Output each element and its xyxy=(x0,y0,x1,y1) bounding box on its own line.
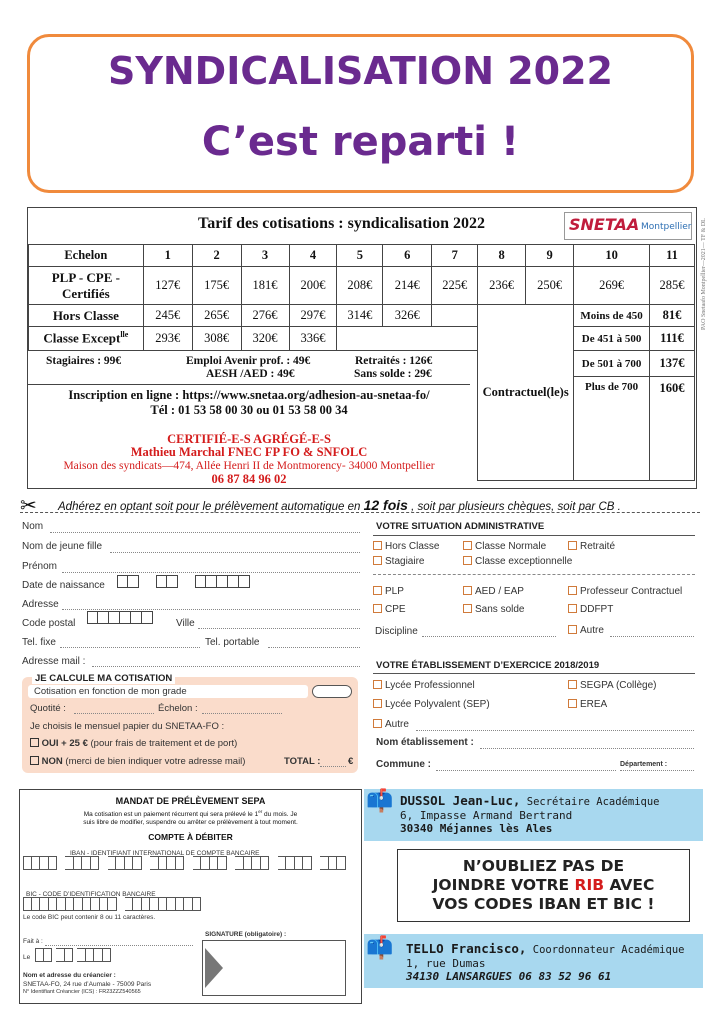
contract-range: De 451 à 500 xyxy=(574,327,650,351)
nom-jeune-fille-field[interactable] xyxy=(110,552,360,553)
ville-field[interactable] xyxy=(198,628,360,629)
checkbox-ddfpt[interactable] xyxy=(568,604,613,615)
creancier-label: Nom et adresse du créancier : xyxy=(23,972,116,979)
price-cell: 245€ xyxy=(143,305,192,327)
logo-sub: Montpellier xyxy=(641,222,692,232)
cert-line: CERTIFIÉ-E-S AGRÉGÉ-E-S xyxy=(167,432,331,446)
reminder-line3: VOS CODES IBAN ET BIC ! xyxy=(432,895,655,913)
checkbox-label: Hors Classe xyxy=(385,541,440,552)
non-note: (merci de bien indiquer votre adresse mail) xyxy=(62,756,246,767)
price-cell: 127€ xyxy=(143,267,192,305)
oui-checkbox[interactable] xyxy=(30,738,39,747)
checkbox-autre[interactable] xyxy=(568,625,604,636)
echelon-cell: 4 xyxy=(289,245,337,267)
price-cell: 265€ xyxy=(192,305,241,327)
contract-range: Moins de 450 xyxy=(574,305,650,327)
grade-input[interactable] xyxy=(312,685,352,698)
contact-name-line: Mathieu Marchal FNEC FP FO & SNFOLC xyxy=(130,445,368,459)
checkbox-label: Retraité xyxy=(580,541,616,552)
price-cell: 293€ xyxy=(143,327,192,351)
compte-title: COMPTE À DÉBITER xyxy=(148,832,233,842)
retraites-price: Retraités : 126€ xyxy=(355,355,433,367)
inscription-tel: Tél : 01 53 58 00 30 ou 01 53 58 00 34 xyxy=(150,403,348,417)
row-label-sup: lle xyxy=(120,330,129,340)
header-box xyxy=(27,34,694,193)
inscription-link[interactable]: Inscription en ligne : https://www.snetaa.org/adhesion-au-snetaa-fo/ xyxy=(28,384,470,403)
date-naissance-field[interactable] xyxy=(156,575,178,591)
logo-text: SNETAA xyxy=(569,215,640,234)
echelon-cell: 6 xyxy=(383,245,432,267)
sepa-intro-c: suis libre de modifier, suspendre ou arrêter ce prélèvement à tout moment. xyxy=(83,819,298,827)
price-cell: 181€ xyxy=(241,267,289,305)
contact-phone: 06 87 84 96 02 xyxy=(211,472,287,486)
row-label: Hors Classe xyxy=(29,305,144,327)
checkbox-label: Autre xyxy=(580,625,604,636)
prenom-field[interactable] xyxy=(62,572,360,573)
sepa-title: MANDAT DE PRÉLÈVEMENT SEPA xyxy=(115,796,266,806)
contact-name: TELLO Francisco, xyxy=(406,941,527,956)
checkbox-stagiaire[interactable] xyxy=(373,556,424,567)
sans-solde-price: Sans solde : 29€ xyxy=(354,368,432,380)
sepa-intro xyxy=(20,808,361,827)
oui-label: OUI + 25 € xyxy=(41,738,88,749)
reminder-line2c: AVEC xyxy=(604,876,655,894)
cut-line xyxy=(20,495,700,515)
contact-addr1: 1, rue Dumas xyxy=(406,957,486,970)
echelon-label: Échelon : xyxy=(158,703,198,714)
page-title: SYNDICALISATION 2022 xyxy=(107,49,613,93)
oui-note: (pour frais de traitement et de port) xyxy=(87,738,238,749)
total-label: TOTAL : xyxy=(284,756,321,767)
contact-addr1: 6, Impasse Armand Bertrand xyxy=(400,809,573,822)
checkbox-sans-solde[interactable] xyxy=(463,604,524,615)
non-checkbox[interactable] xyxy=(30,756,39,765)
tel-fixe-label: Tel. fixe xyxy=(22,637,56,648)
date-field[interactable] xyxy=(35,948,111,967)
departement-field[interactable] xyxy=(620,770,694,771)
checkbox-label: Sans solde xyxy=(475,604,525,615)
tel-fixe-field[interactable] xyxy=(60,647,200,648)
euro-sign: € xyxy=(348,756,354,767)
row-label: PLP - CPE - Certifiés xyxy=(29,267,144,305)
hors-classe-row xyxy=(29,305,695,327)
payment-text-a: Adhérez en optant soit pour le prélèvement automatique en xyxy=(58,501,364,513)
nom-etab-label: Nom établissement : xyxy=(376,737,474,748)
checkbox-label: DDFPT xyxy=(580,604,614,615)
checkbox-cpe[interactable] xyxy=(373,604,406,615)
price-cell: 175€ xyxy=(192,267,241,305)
ville-label: Ville xyxy=(176,618,195,629)
reminder-line2a: JOINDRE VOTRE xyxy=(432,876,575,894)
echelon-cell: 7 xyxy=(432,245,478,267)
other-tarifs xyxy=(28,350,470,382)
adresse-mail-field[interactable] xyxy=(92,666,360,667)
contact-dussol-text xyxy=(400,794,660,835)
echelon-cell: 5 xyxy=(337,245,383,267)
contact-addr2: 30340 Méjannes lès Ales xyxy=(400,822,553,835)
adresse-mail-label: Adresse mail : xyxy=(22,656,86,667)
price-cell: 314€ xyxy=(337,305,383,327)
echelon-field[interactable] xyxy=(202,713,282,714)
mailbox-icon: 📫 xyxy=(366,789,394,814)
calc-box xyxy=(22,673,358,773)
le-label: Le xyxy=(23,954,31,961)
checkbox-erea[interactable] xyxy=(568,699,607,710)
tarif-table-box xyxy=(27,207,697,489)
checkbox-aed-eap[interactable] xyxy=(463,586,524,597)
checkbox-autre-etab[interactable] xyxy=(373,719,409,730)
nom-field[interactable] xyxy=(50,532,360,533)
contractuels-label: Contractuel(le)s xyxy=(478,305,574,481)
quotite-label: Quotité : xyxy=(30,703,66,714)
commune-label: Commune : xyxy=(376,759,431,770)
checkbox-label: PLP xyxy=(385,586,404,597)
echelon-row xyxy=(29,245,695,267)
price-cell: 336€ xyxy=(289,327,337,351)
classe-except-row xyxy=(29,327,695,351)
contact-role: Coordonnateur Académique xyxy=(526,944,685,956)
autre-field[interactable] xyxy=(610,636,694,637)
contract-range: Plus de 700 xyxy=(574,377,650,481)
empty-cell xyxy=(432,305,478,327)
calc-title: JE CALCULE MA COTISATION xyxy=(32,673,175,684)
echelon-cell: 11 xyxy=(649,245,694,267)
plp-row xyxy=(29,267,695,305)
echelon-cell: 8 xyxy=(478,245,526,267)
checkbox-label: SEGPA (Collège) xyxy=(580,680,657,691)
sepa-intro-b: du mois. Je xyxy=(262,811,298,819)
sepa-intro-a: Ma cotisation est un paiement récurrent qui sera prélevé le 1 xyxy=(83,811,259,819)
scissors-icon: ✂ xyxy=(20,493,37,517)
checkbox-classe-normale[interactable] xyxy=(463,541,546,552)
adresse-label: Adresse xyxy=(22,599,59,610)
situation-title: VOTRE SITUATION ADMINISTRATIVE xyxy=(376,521,545,532)
price-cell: 214€ xyxy=(383,267,432,305)
signature-arrow-icon xyxy=(205,948,225,988)
checkbox-label: Lycée Polyvalent (SEP) xyxy=(385,699,490,710)
mensuel-label: Je choisis le mensuel papier du SNETAA-FO : xyxy=(30,721,225,732)
price-cell: 200€ xyxy=(289,267,337,305)
adresse-field[interactable] xyxy=(62,609,360,610)
mailbox-icon: 📫 xyxy=(366,936,394,961)
payment-text-c: , soit par plusieurs chèques, soit par CB . xyxy=(407,501,621,513)
snetaa-logo xyxy=(564,212,692,240)
grade-field: Cotisation en fonction de mon grade xyxy=(28,685,308,698)
checkbox-label: AED / EAP xyxy=(475,586,524,597)
cut-dashed-line xyxy=(20,512,700,513)
date-naissance-field[interactable] xyxy=(117,575,139,591)
price-cell: 320€ xyxy=(241,327,289,351)
prenom-label: Prénom xyxy=(22,561,58,572)
tarif-title: Tarif des cotisations : syndicalisation 2022 xyxy=(198,215,485,232)
rib-reminder xyxy=(397,849,690,922)
bic-label: BIC - CODE D’IDENTIFICATION BANCAIRE xyxy=(26,891,156,898)
contact-name: DUSSOL Jean-Luc, xyxy=(400,793,521,808)
checkbox-label: Classe Normale xyxy=(475,541,547,552)
echelon-cell: 3 xyxy=(241,245,289,267)
reminder-line2 xyxy=(398,876,689,895)
nom-etab-field[interactable] xyxy=(480,748,694,749)
checkbox-segpa[interactable] xyxy=(568,680,657,691)
row-label-text: Classe Except xyxy=(43,330,121,346)
checkbox-label: Autre xyxy=(385,719,409,730)
price-cell: 236€ xyxy=(478,267,526,305)
price-cell: 308€ xyxy=(192,327,241,351)
echelon-cell: 1 xyxy=(143,245,192,267)
sepa-mandate xyxy=(19,789,362,1004)
echelon-cell: 10 xyxy=(574,245,650,267)
situation-dash xyxy=(373,574,695,575)
date-naissance-field[interactable] xyxy=(195,575,250,591)
creancier-ics: N° Identifiant Créancier (ICS) : FR23ZZZ540565 xyxy=(23,989,141,995)
contract-price: 160€ xyxy=(649,377,694,481)
contact-tello-text xyxy=(406,942,684,983)
price-cell: 208€ xyxy=(337,267,383,305)
price-cell: 225€ xyxy=(432,267,478,305)
echelon-cell: 9 xyxy=(526,245,574,267)
row-label xyxy=(29,327,144,351)
nom-label: Nom xyxy=(22,521,44,532)
total-field[interactable] xyxy=(320,766,346,767)
discipline-label: Discipline xyxy=(375,626,418,637)
etab-title: VOTRE ÉTABLISSEMENT D’EXERCICE 2018/2019 xyxy=(376,660,600,671)
price-cell: 269€ xyxy=(574,267,650,305)
reminder-line1: N’OUBLIEZ PAS DE xyxy=(462,857,625,875)
tel-portable-field[interactable] xyxy=(268,647,360,648)
price-cell: 250€ xyxy=(526,267,574,305)
checkbox-label: CPE xyxy=(385,604,406,615)
reminder-rib: RIB xyxy=(574,876,605,894)
payment-text-b: 12 fois xyxy=(363,497,408,513)
page-subtitle: C’est reparti ! xyxy=(201,119,520,165)
commune-field[interactable] xyxy=(436,770,616,771)
situation-rule xyxy=(373,535,695,536)
iban-field[interactable] xyxy=(23,856,346,875)
contract-price: 81€ xyxy=(649,305,694,327)
contract-price: 111€ xyxy=(649,327,694,351)
non-option[interactable] xyxy=(30,756,245,767)
date-naissance-label: Date de naissance xyxy=(22,580,105,591)
autre-etab-field[interactable] xyxy=(416,730,694,731)
checkbox-plp[interactable] xyxy=(373,586,404,597)
iban-label: IBAN - IDENTIFIANT INTERNATIONAL DE COMPTE BANCAIRE xyxy=(70,850,260,857)
contract-price: 137€ xyxy=(649,351,694,377)
price-cell: 326€ xyxy=(383,305,432,327)
checkbox-label: Classe exceptionnelle xyxy=(475,556,573,567)
non-label: NON xyxy=(41,756,63,767)
contract-range: De 501 à 700 xyxy=(574,351,650,377)
code-postal-label: Code postal xyxy=(22,618,76,629)
contact-role: Secrétaire Académique xyxy=(520,796,660,808)
checkbox-professeur-contractuel[interactable] xyxy=(568,586,682,597)
emploi-avenir-price: Emploi Avenir prof. : 49€ xyxy=(186,355,311,367)
price-cell: 297€ xyxy=(289,305,337,327)
discipline-field[interactable] xyxy=(422,636,556,637)
creancier-address: SNETAA-FO, 24 rue d’Aumale - 75009 Paris xyxy=(23,981,152,988)
contact-address: Maison des syndicats—474, Allée Henri II de Montmorency- 34000 Montpellier xyxy=(63,460,435,472)
stagiaires-price: Stagiaires : 99€ xyxy=(46,355,122,367)
checkbox-label: Professeur Contractuel xyxy=(580,586,683,597)
etab-rule xyxy=(373,673,695,674)
signature-field[interactable] xyxy=(202,940,346,996)
payment-options-text xyxy=(58,497,621,513)
echelon-cell: 2 xyxy=(192,245,241,267)
signature-label: SIGNATURE (obligatoire) : xyxy=(205,931,287,938)
checkbox-hors-classe[interactable] xyxy=(373,541,439,552)
quotite-field[interactable] xyxy=(74,713,154,714)
nom-jeune-fille-label: Nom de jeune fille xyxy=(22,541,103,552)
inscription-info xyxy=(28,384,470,487)
code-postal-field[interactable] xyxy=(87,611,153,627)
price-cell: 276€ xyxy=(241,305,289,327)
checkbox-label: EREA xyxy=(580,699,608,710)
side-credit: PAO Snetaafo Montpellier—2021— TF & DL xyxy=(701,218,707,330)
fait-label: Fait à : xyxy=(23,938,43,945)
oui-option[interactable] xyxy=(30,738,237,749)
checkbox-lycee-polyvalent[interactable] xyxy=(373,699,490,710)
tel-portable-label: Tel. portable xyxy=(205,637,260,648)
checkbox-lycee-pro[interactable] xyxy=(373,680,475,691)
checkbox-label: Lycée Professionnel xyxy=(385,680,475,691)
bic-note: Le code BIC peut contenir 8 ou 11 caractères. xyxy=(23,914,156,921)
aesh-price: AESH /AED : 49€ xyxy=(206,368,295,380)
price-cell: 285€ xyxy=(649,267,694,305)
departement-label: Département : xyxy=(620,761,668,768)
checkbox-label: Stagiaire xyxy=(385,556,425,567)
fait-field[interactable] xyxy=(45,945,193,946)
checkbox-retraite[interactable] xyxy=(568,541,615,552)
checkbox-classe-exceptionnelle[interactable] xyxy=(463,556,572,567)
empty-cell xyxy=(337,327,478,351)
echelon-label: Echelon xyxy=(29,245,144,267)
sepa-intro-sup: er xyxy=(258,809,263,814)
contact-addr2: 34130 LANSARGUES 06 83 52 96 61 xyxy=(406,970,612,983)
